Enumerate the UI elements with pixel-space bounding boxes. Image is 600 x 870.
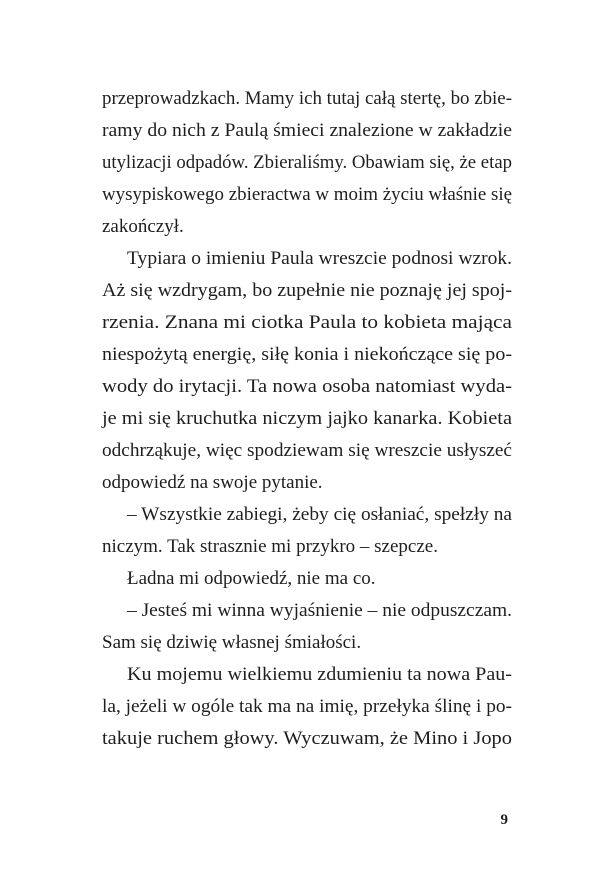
text-line: je mi się kruchutka niczym jajko kanarka. Kobieta	[102, 408, 512, 429]
book-text	[102, 83, 512, 755]
text-line: przeprowadzkach. Mamy ich tutaj całą stertę, bo zbie-	[102, 88, 512, 109]
text-line: niczym. Tak strasznie mi przykro – szepcze.	[102, 536, 438, 557]
text-line: Typiara o imieniu Paula wreszcie podnosi wzrok.	[127, 248, 512, 269]
text-line: zakończył.	[102, 216, 184, 237]
text-line: wysypiskowego zbieractwa w moim życiu właśnie się	[102, 184, 512, 205]
text-line: takuje ruchem głowy. Wyczuwam, że Mino i Jopo	[102, 728, 512, 749]
text-line: – Jesteś mi winna wyjaśnienie – nie odpuszczam.	[127, 600, 512, 621]
text-line: la, jeżeli w ogóle tak ma na imię, przełyka ślinę i po-	[102, 696, 512, 717]
text-line: odpowiedź na swoje pytanie.	[102, 472, 323, 493]
text-line: utylizacji odpadów. Zbieraliśmy. Obawiam się, że etap	[102, 152, 512, 173]
text-line: ramy do nich z Paulą śmieci znalezione w zakładzie	[102, 120, 512, 141]
page-number: 9	[500, 812, 508, 828]
text-line: odchrząkuje, więc spodziewam się wreszcie usłyszeć	[102, 440, 512, 461]
text-line: Ładna mi odpowiedź, nie ma co.	[127, 568, 376, 589]
text-line: wody do irytacji. Ta nowa osoba natomiast wyda-	[102, 376, 512, 397]
text-line: rzenia. Znana mi ciotka Paula to kobieta mająca	[102, 312, 512, 333]
text-line: Sam się dziwię własnej śmiałości.	[102, 632, 362, 653]
text-line: Ku mojemu wielkiemu zdumieniu ta nowa Pau-	[127, 664, 512, 685]
text-line: niespożytą energię, siłę konia i niekończące się po-	[102, 344, 512, 365]
text-line: – Wszystkie zabiegi, żeby cię osłaniać, spełzły na	[127, 504, 512, 525]
text-line: Aż się wzdrygam, bo zupełnie nie poznaję jej spoj-	[102, 280, 512, 301]
